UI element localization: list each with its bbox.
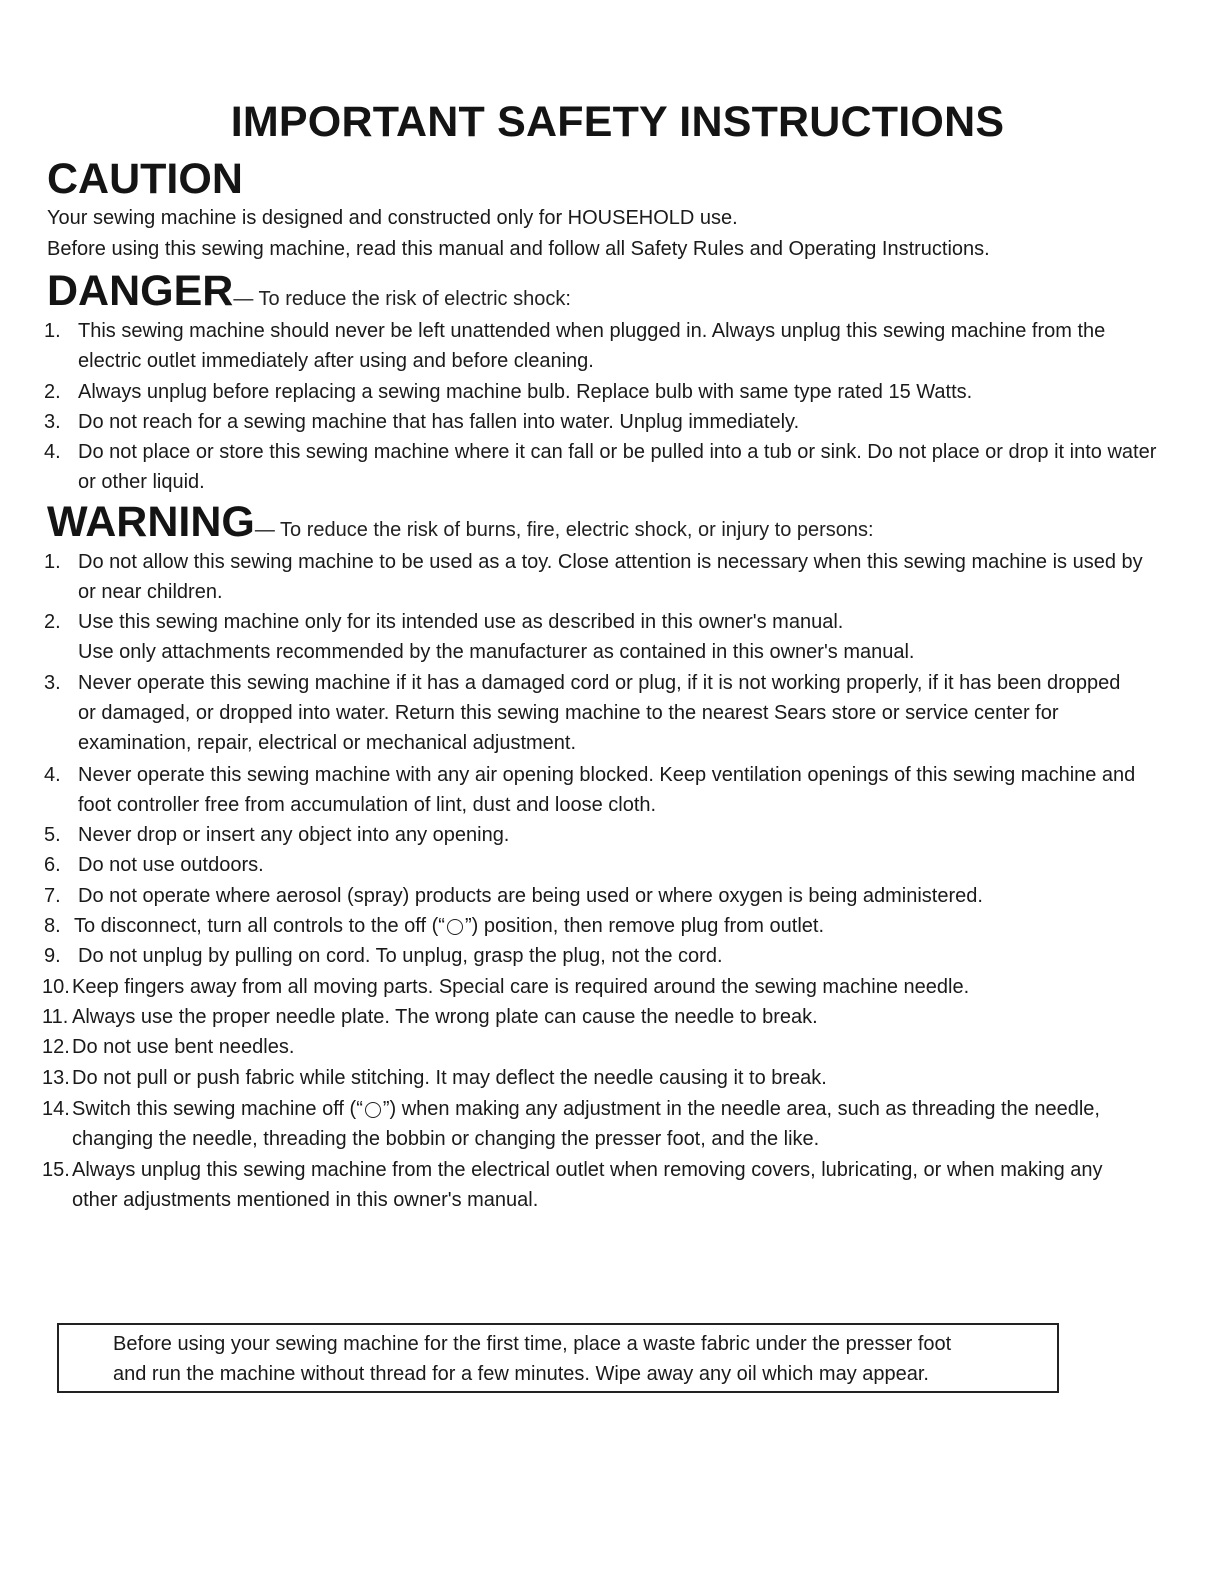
warning-item — [44, 941, 1164, 971]
item-line: Keep fingers away from all moving parts. Special care is required around the sewing machine needle. — [72, 976, 970, 998]
caution-line: Before using this sewing machine, read this manual and follow all Safety Rules and Operating Instructions. — [47, 238, 990, 260]
item-text-part: ”) when making any adjustment in the needle area, such as threading the needle, — [382, 1098, 1100, 1120]
item-line: or damaged, or dropped into water. Return this sewing machine to the nearest Sears store or service center for — [78, 702, 1059, 724]
page-title: IMPORTANT SAFETY INSTRUCTIONS — [230, 98, 1005, 146]
item-text — [78, 547, 1164, 607]
item-text — [78, 941, 1164, 971]
item-number: 3. — [44, 672, 61, 694]
item-text — [78, 820, 1164, 850]
caution-heading: CAUTION — [47, 155, 243, 203]
caution-line: Your sewing machine is designed and constructed only for HOUSEHOLD use. — [47, 207, 738, 229]
danger-subtitle: — To reduce the risk of electric shock: — [233, 288, 571, 310]
first-use-note-box — [57, 1323, 1059, 1393]
item-text — [78, 316, 1164, 376]
item-number: 12. — [42, 1036, 70, 1058]
item-number: 2. — [44, 381, 61, 403]
item-number: 4. — [44, 764, 61, 786]
danger-item — [44, 437, 1164, 497]
item-line: other adjustments mentioned in this owner's manual. — [72, 1189, 539, 1211]
item-text — [78, 437, 1164, 497]
warning-item — [44, 760, 1164, 820]
item-line — [74, 911, 1164, 941]
item-text — [78, 760, 1164, 820]
item-number: 13. — [42, 1067, 70, 1089]
warning-item — [42, 1063, 1162, 1093]
danger-heading-row — [47, 266, 571, 316]
item-text-part: ”) position, then remove plug from outlet. — [464, 915, 824, 937]
warning-heading: WARNING — [47, 498, 255, 546]
warning-item — [42, 1155, 1162, 1215]
item-line: Do not use bent needles. — [72, 1036, 295, 1058]
item-line: or other liquid. — [78, 471, 205, 493]
item-text — [72, 1063, 1162, 1093]
item-text — [72, 1094, 1162, 1154]
note-line: Before using your sewing machine for the first time, place a waste fabric under the presser foot — [113, 1333, 952, 1355]
note-line: and run the machine without thread for a few minutes. Wipe away any oil which may appear. — [113, 1363, 929, 1385]
off-position-icon — [447, 919, 463, 935]
item-line: Do not reach for a sewing machine that has fallen into water. Unplug immediately. — [78, 411, 800, 433]
warning-item — [44, 668, 1164, 758]
warning-subtitle: — To reduce the risk of burns, fire, electric shock, or injury to persons: — [254, 519, 874, 541]
item-number: 11. — [42, 1006, 69, 1028]
danger-heading: DANGER — [47, 267, 234, 315]
item-text — [78, 407, 1164, 437]
item-line: Do not allow this sewing machine to be used as a toy. Close attention is necessary when this sewing machine is used by — [78, 551, 1143, 573]
item-line: electric outlet immediately after using and before cleaning. — [78, 350, 594, 372]
item-text — [72, 1032, 1162, 1062]
item-line: This sewing machine should never be left unattended when plugged in. Always unplug this sewing machine from the — [78, 320, 1106, 342]
item-line: foot controller free from accumulation of lint, dust and loose cloth. — [78, 794, 657, 816]
item-number: 6. — [44, 854, 61, 876]
item-text — [78, 607, 1164, 667]
off-position-icon — [365, 1102, 381, 1118]
item-line: changing the needle, threading the bobbin or changing the presser foot, and the like. — [72, 1128, 820, 1150]
warning-item — [42, 972, 1162, 1002]
item-number: 10. — [42, 976, 70, 998]
danger-item — [44, 316, 1164, 376]
item-line: Do not use outdoors. — [78, 854, 264, 876]
item-text — [78, 881, 1164, 911]
warning-item — [44, 547, 1164, 607]
item-text — [72, 972, 1162, 1002]
item-number: 15. — [42, 1159, 70, 1181]
item-text — [78, 850, 1164, 880]
item-text — [74, 911, 1164, 941]
item-line: or near children. — [78, 581, 223, 603]
item-number: 9. — [44, 945, 61, 967]
item-line: Always use the proper needle plate. The wrong plate can cause the needle to break. — [72, 1006, 818, 1028]
warning-item — [42, 1032, 1162, 1062]
warning-item — [44, 850, 1164, 880]
warning-item — [44, 911, 1164, 941]
item-text — [78, 668, 1164, 758]
item-text-part: Switch this sewing machine off (“ — [72, 1098, 363, 1120]
item-number: 3. — [44, 411, 61, 433]
item-line: Never operate this sewing machine with any air opening blocked. Keep ventilation openings of this sewing machine and — [78, 764, 1136, 786]
item-text — [72, 1002, 1162, 1032]
item-number: 7. — [44, 885, 61, 907]
item-line: Do not pull or push fabric while stitching. It may deflect the needle causing it to break. — [72, 1067, 827, 1089]
warning-item — [44, 607, 1164, 667]
item-number: 8. — [44, 915, 61, 937]
item-line: examination, repair, electrical or mechanical adjustment. — [78, 732, 577, 754]
item-number: 2. — [44, 611, 61, 633]
item-line: Never drop or insert any object into any opening. — [78, 824, 510, 846]
warning-item — [44, 820, 1164, 850]
item-text-part: To disconnect, turn all controls to the off (“ — [74, 915, 445, 937]
item-line: Do not operate where aerosol (spray) products are being used or where oxygen is being administered. — [78, 885, 983, 907]
danger-item — [44, 377, 1164, 407]
warning-heading-row — [47, 497, 874, 547]
item-line: Use this sewing machine only for its intended use as described in this owner's manual. — [78, 611, 844, 633]
item-number: 14. — [42, 1098, 70, 1120]
item-line: Use only attachments recommended by the manufacturer as contained in this owner's manual. — [78, 641, 915, 663]
danger-item — [44, 407, 1164, 437]
item-line — [72, 1094, 1162, 1124]
warning-item — [42, 1094, 1162, 1154]
caution-heading-row — [47, 154, 243, 204]
item-number: 1. — [44, 320, 61, 342]
item-text — [72, 1155, 1162, 1215]
item-number: 5. — [44, 824, 61, 846]
warning-item — [42, 1002, 1162, 1032]
item-line: Always unplug this sewing machine from the electrical outlet when removing covers, lubricating, or when making any — [72, 1159, 1103, 1181]
item-number: 4. — [44, 441, 61, 463]
item-line: Do not place or store this sewing machine where it can fall or be pulled into a tub or sink. Do not place or drop it into water — [78, 441, 1157, 463]
warning-item — [44, 881, 1164, 911]
item-line: Never operate this sewing machine if it has a damaged cord or plug, if it is not working properly, if it has been dropped — [78, 672, 1121, 694]
item-number: 1. — [44, 551, 61, 573]
item-text — [78, 377, 1164, 407]
item-line: Always unplug before replacing a sewing machine bulb. Replace bulb with same type rated 15 Watts. — [78, 381, 973, 403]
item-line: Do not unplug by pulling on cord. To unplug, grasp the plug, not the cord. — [78, 945, 723, 967]
